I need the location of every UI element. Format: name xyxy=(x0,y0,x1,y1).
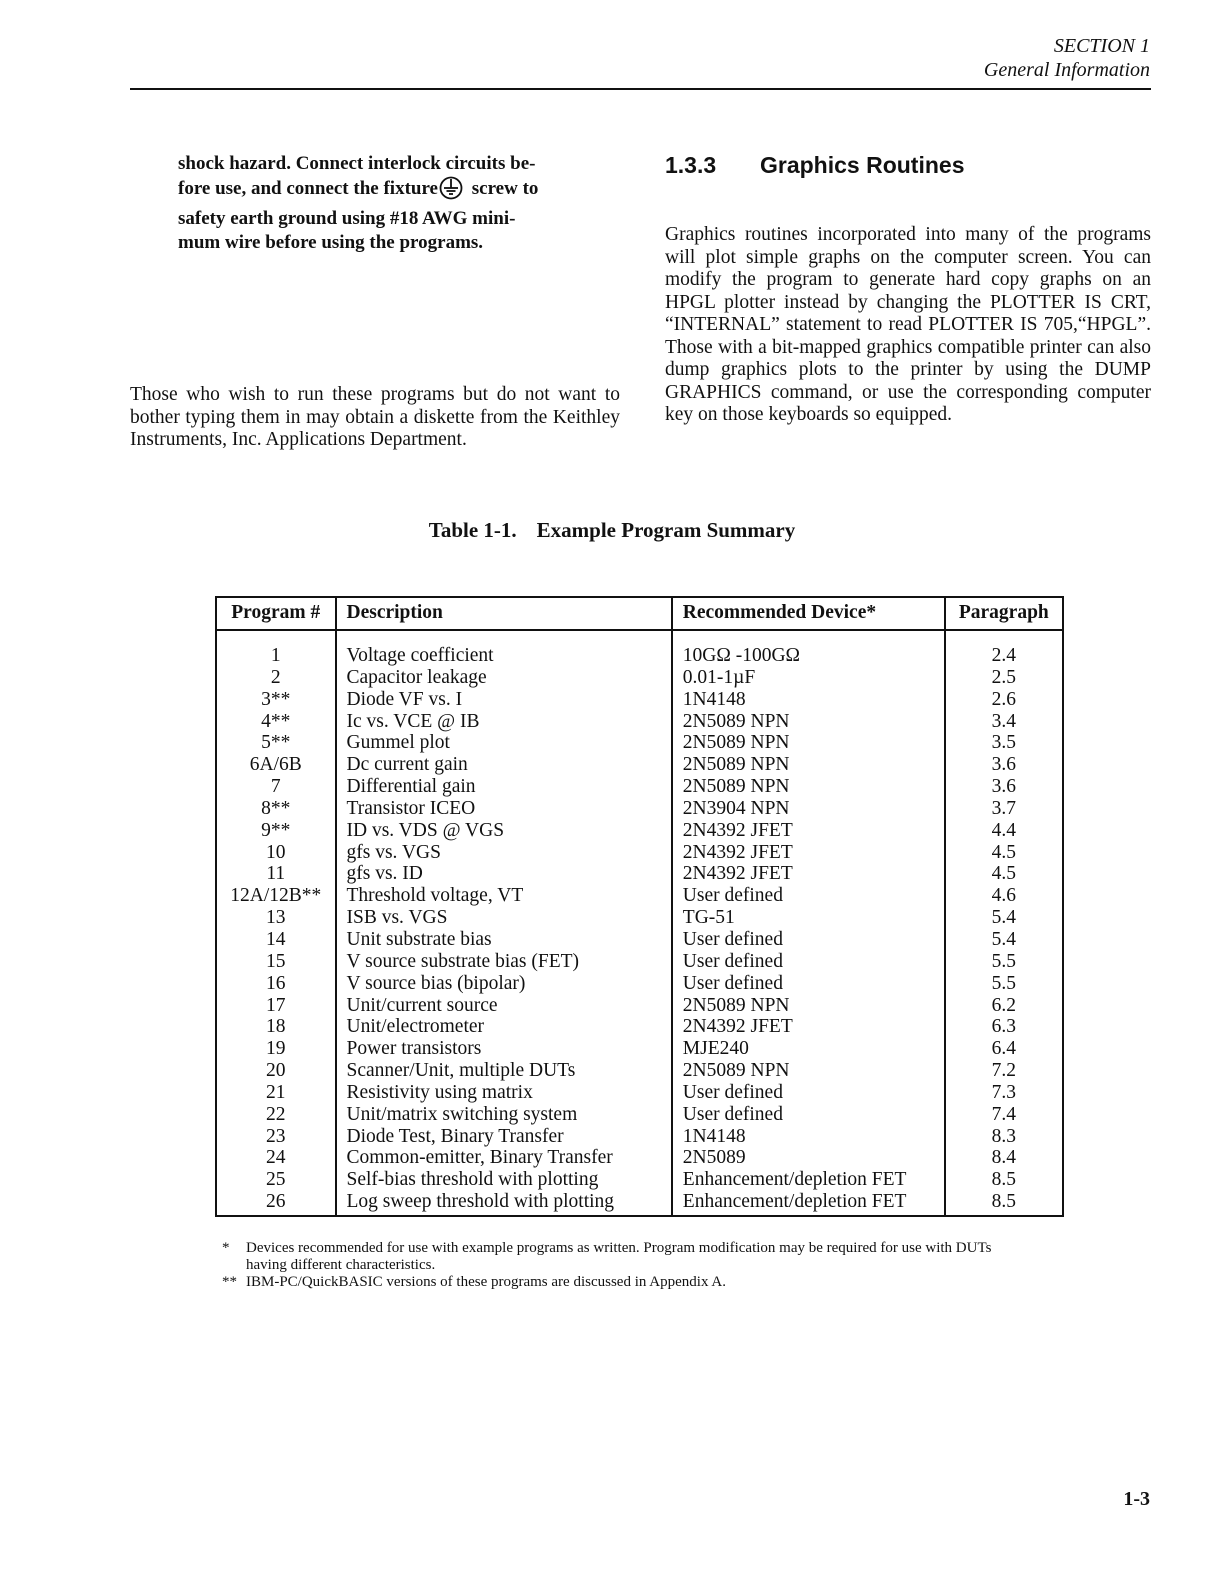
paragraph-cell: 3.7 xyxy=(991,797,1016,819)
table-row xyxy=(216,820,1063,842)
recommended-device-cell: Enhancement/depletion FET xyxy=(672,1191,945,1216)
table-row xyxy=(216,1169,1063,1191)
table-row xyxy=(216,1082,1063,1104)
description-cell: Diode VF vs. I xyxy=(336,689,672,711)
paragraph-cell: 2.5 xyxy=(991,666,1016,688)
program-number-cell: 11 xyxy=(216,863,336,885)
program-number-cell: 24 xyxy=(216,1147,336,1169)
table-row xyxy=(216,1191,1063,1216)
table-row xyxy=(216,929,1063,951)
paragraph-cell: 4.6 xyxy=(991,885,1016,907)
program-number-cell: 8** xyxy=(216,798,336,820)
program-number-cell: 19 xyxy=(216,1038,336,1060)
warning-text xyxy=(178,152,598,255)
description-cell: Unit/electrometer xyxy=(336,1016,672,1038)
footnote-marker: * xyxy=(222,1240,230,1256)
program-number-cell: 9** xyxy=(216,820,336,842)
page-number: 1-3 xyxy=(1123,1488,1150,1510)
paragraph-cell: 7.3 xyxy=(991,1081,1016,1103)
description-cell: Common-emitter, Binary Transfer xyxy=(336,1147,672,1169)
description-cell: Resistivity using matrix xyxy=(336,1082,672,1104)
table-row xyxy=(216,732,1063,754)
recommended-device-cell: User defined xyxy=(672,973,945,995)
description-cell: Gummel plot xyxy=(336,732,672,754)
table-row xyxy=(216,1126,1063,1148)
recommended-device-cell: TG-51 xyxy=(672,907,945,929)
footnote xyxy=(222,1274,1022,1291)
running-header xyxy=(984,34,1150,82)
warning-line-2a: fore use, and connect the fixture xyxy=(178,178,438,199)
recommended-device-cell: 2N5089 NPN xyxy=(672,995,945,1017)
footnote-text: Devices recommended for use with example programs as written. Program modification may be required for use with DUTs having different characteristics. xyxy=(246,1240,992,1273)
table-row xyxy=(216,863,1063,885)
warning-line-1: shock hazard. Connect interlock circuits be- xyxy=(178,153,536,174)
description-cell: Unit substrate bias xyxy=(336,929,672,951)
table-row xyxy=(216,885,1063,907)
recommended-device-cell: 2N5089 NPN xyxy=(672,711,945,733)
table-row xyxy=(216,1016,1063,1038)
table-row xyxy=(216,754,1063,776)
table-row xyxy=(216,842,1063,864)
program-number-cell: 17 xyxy=(216,995,336,1017)
warning-line-2b: screw to xyxy=(467,178,539,199)
recommended-device-cell: 2N5089 NPN xyxy=(672,732,945,754)
table-caption-label: Table 1-1. xyxy=(428,518,517,542)
recommended-device-cell: 2N4392 JFET xyxy=(672,863,945,885)
recommended-device-cell: User defined xyxy=(672,951,945,973)
table-row xyxy=(216,973,1063,995)
program-number-cell: 20 xyxy=(216,1060,336,1082)
description-cell: Differential gain xyxy=(336,776,672,798)
description-cell: Log sweep threshold with plotting xyxy=(336,1191,672,1216)
description-cell: gfs vs. ID xyxy=(336,863,672,885)
description-cell: gfs vs. VGS xyxy=(336,842,672,864)
table-row xyxy=(216,798,1063,820)
recommended-device-cell: 2N5089 xyxy=(672,1147,945,1169)
table-row xyxy=(216,995,1063,1017)
table-header-row xyxy=(216,597,1063,630)
diskette-paragraph: Those who wish to run these programs but do not want to bother typing them in may obtain a diskette from the Keithley Instruments, Inc. Applications Department. xyxy=(130,384,620,450)
table-row xyxy=(216,1038,1063,1060)
protective-ground-icon xyxy=(439,176,463,207)
program-number-cell: 2 xyxy=(216,667,336,689)
paragraph-cell: 7.4 xyxy=(991,1103,1016,1125)
program-number-cell: 18 xyxy=(216,1016,336,1038)
table-row xyxy=(216,689,1063,711)
recommended-device-cell: 2N4392 JFET xyxy=(672,1016,945,1038)
warning-line-2 xyxy=(178,176,598,207)
recommended-device-cell: User defined xyxy=(672,1104,945,1126)
description-cell: Transistor ICEO xyxy=(336,798,672,820)
description-cell: Unit/current source xyxy=(336,995,672,1017)
program-number-cell: 21 xyxy=(216,1082,336,1104)
paragraph-cell: 5.5 xyxy=(991,950,1016,972)
paragraph-cell: 6.4 xyxy=(991,1038,1016,1060)
description-cell: Ic vs. VCE @ IB xyxy=(336,711,672,733)
description-cell: Unit/matrix switching system xyxy=(336,1104,672,1126)
section-title: Graphics Routines xyxy=(760,152,965,178)
recommended-device-cell: 2N4392 JFET xyxy=(672,842,945,864)
header-rule xyxy=(130,88,1151,90)
paragraph-cell: 4.5 xyxy=(991,841,1016,863)
header-description: Description xyxy=(336,597,672,630)
recommended-device-cell: Enhancement/depletion FET xyxy=(672,1169,945,1191)
program-number-cell: 1 xyxy=(216,630,336,667)
program-number-cell: 16 xyxy=(216,973,336,995)
recommended-device-cell: User defined xyxy=(672,885,945,907)
header-paragraph: Paragraph xyxy=(945,597,1063,630)
paragraph-cell: 6.3 xyxy=(991,1016,1016,1038)
program-number-cell: 4** xyxy=(216,711,336,733)
table-row xyxy=(216,951,1063,973)
paragraph-cell: 2.6 xyxy=(991,688,1016,710)
program-number-cell: 26 xyxy=(216,1191,336,1216)
paragraph-cell: 7.2 xyxy=(991,1060,1016,1082)
recommended-device-cell: 2N5089 NPN xyxy=(672,1060,945,1082)
program-number-cell: 23 xyxy=(216,1126,336,1148)
section-heading xyxy=(665,152,964,179)
program-number-cell: 6A/6B xyxy=(216,754,336,776)
program-number-cell: 10 xyxy=(216,842,336,864)
recommended-device-cell: MJE240 xyxy=(672,1038,945,1060)
paragraph-cell: 6.2 xyxy=(991,994,1016,1016)
description-cell: Diode Test, Binary Transfer xyxy=(336,1126,672,1148)
footnotes xyxy=(222,1240,1022,1291)
recommended-device-cell: 2N4392 JFET xyxy=(672,820,945,842)
paragraph-cell: 8.4 xyxy=(991,1147,1016,1169)
paragraph-cell: 4.4 xyxy=(991,819,1016,841)
footnote-text: IBM-PC/QuickBASIC versions of these programs are discussed in Appendix A. xyxy=(246,1274,726,1290)
recommended-device-cell: 1N4148 xyxy=(672,1126,945,1148)
recommended-device-cell: 1N4148 xyxy=(672,689,945,711)
warning-line-4: mum wire before using the programs. xyxy=(178,232,484,253)
paragraph-cell: 5.5 xyxy=(991,972,1016,994)
description-cell: V source substrate bias (FET) xyxy=(336,951,672,973)
paragraph-cell: 3.4 xyxy=(991,710,1016,732)
paragraph-cell: 8.5 xyxy=(991,1191,1016,1213)
footnote xyxy=(222,1240,1022,1274)
program-number-cell: 15 xyxy=(216,951,336,973)
table-row xyxy=(216,711,1063,733)
program-summary-table xyxy=(215,596,1064,1217)
recommended-device-cell: 2N5089 NPN xyxy=(672,754,945,776)
paragraph-cell: 5.4 xyxy=(991,907,1016,929)
program-number-cell: 12A/12B** xyxy=(216,885,336,907)
paragraph-cell: 3.5 xyxy=(991,732,1016,754)
description-cell: Voltage coefficient xyxy=(336,630,672,667)
recommended-device-cell: 2N3904 NPN xyxy=(672,798,945,820)
recommended-device-cell: User defined xyxy=(672,929,945,951)
description-cell: Self-bias threshold with plotting xyxy=(336,1169,672,1191)
recommended-device-cell: 0.01-1µF xyxy=(672,667,945,689)
program-number-cell: 25 xyxy=(216,1169,336,1191)
table-row xyxy=(216,1060,1063,1082)
table-row xyxy=(216,667,1063,689)
table-row xyxy=(216,630,1063,667)
footnote-marker: ** xyxy=(222,1274,237,1290)
description-cell: V source bias (bipolar) xyxy=(336,973,672,995)
table-caption xyxy=(0,518,1224,543)
program-number-cell: 22 xyxy=(216,1104,336,1126)
paragraph-cell: 3.6 xyxy=(991,754,1016,776)
paragraph-cell: 8.5 xyxy=(991,1169,1016,1191)
program-number-cell: 3** xyxy=(216,689,336,711)
section-label: SECTION 1 xyxy=(1053,35,1150,57)
table-row xyxy=(216,1104,1063,1126)
paragraph-cell: 8.3 xyxy=(991,1125,1016,1147)
description-cell: Capacitor leakage xyxy=(336,667,672,689)
recommended-device-cell: 2N5089 NPN xyxy=(672,776,945,798)
graphics-paragraph: Graphics routines incorporated into many of the programs will plot simple graphs on the computer screen. You can modify the program to generate hard copy graphs on an HPGL plotter instead by changing the PLOTTER IS CRT, “INTERNAL” statement to read PLOTTER IS 705,“HPGL”. Those with a bit-mapped graphics compatible printer can also dump graphics plots to the printer by using the DUMP GRAPHICS command, or use the corresponding computer key on those keyboards so equipped. xyxy=(665,224,1151,425)
table-row xyxy=(216,907,1063,929)
program-number-cell: 5** xyxy=(216,732,336,754)
section-number: 1.3.3 xyxy=(665,152,717,178)
description-cell: ID vs. VDS @ VGS xyxy=(336,820,672,842)
table-row xyxy=(216,776,1063,798)
program-number-cell: 13 xyxy=(216,907,336,929)
paragraph-cell: 3.6 xyxy=(991,776,1016,798)
program-number-cell: 7 xyxy=(216,776,336,798)
table-row xyxy=(216,1147,1063,1169)
header-device: Recommended Device* xyxy=(672,597,945,630)
paragraph-cell: 5.4 xyxy=(991,928,1016,950)
description-cell: ISB vs. VGS xyxy=(336,907,672,929)
description-cell: Dc current gain xyxy=(336,754,672,776)
description-cell: Scanner/Unit, multiple DUTs xyxy=(336,1060,672,1082)
recommended-device-cell: User defined xyxy=(672,1082,945,1104)
paragraph-cell: 2.4 xyxy=(991,645,1016,666)
warning-line-3: safety earth ground using #18 AWG mini- xyxy=(178,208,516,229)
section-subtitle: General Information xyxy=(983,59,1150,81)
table-caption-title: Example Program Summary xyxy=(536,518,796,542)
program-number-cell: 14 xyxy=(216,929,336,951)
description-cell: Power transistors xyxy=(336,1038,672,1060)
header-program: Program # xyxy=(216,597,336,630)
description-cell: Threshold voltage, VT xyxy=(336,885,672,907)
paragraph-cell: 4.5 xyxy=(991,863,1016,885)
recommended-device-cell: 10GΩ -100GΩ xyxy=(672,630,945,667)
